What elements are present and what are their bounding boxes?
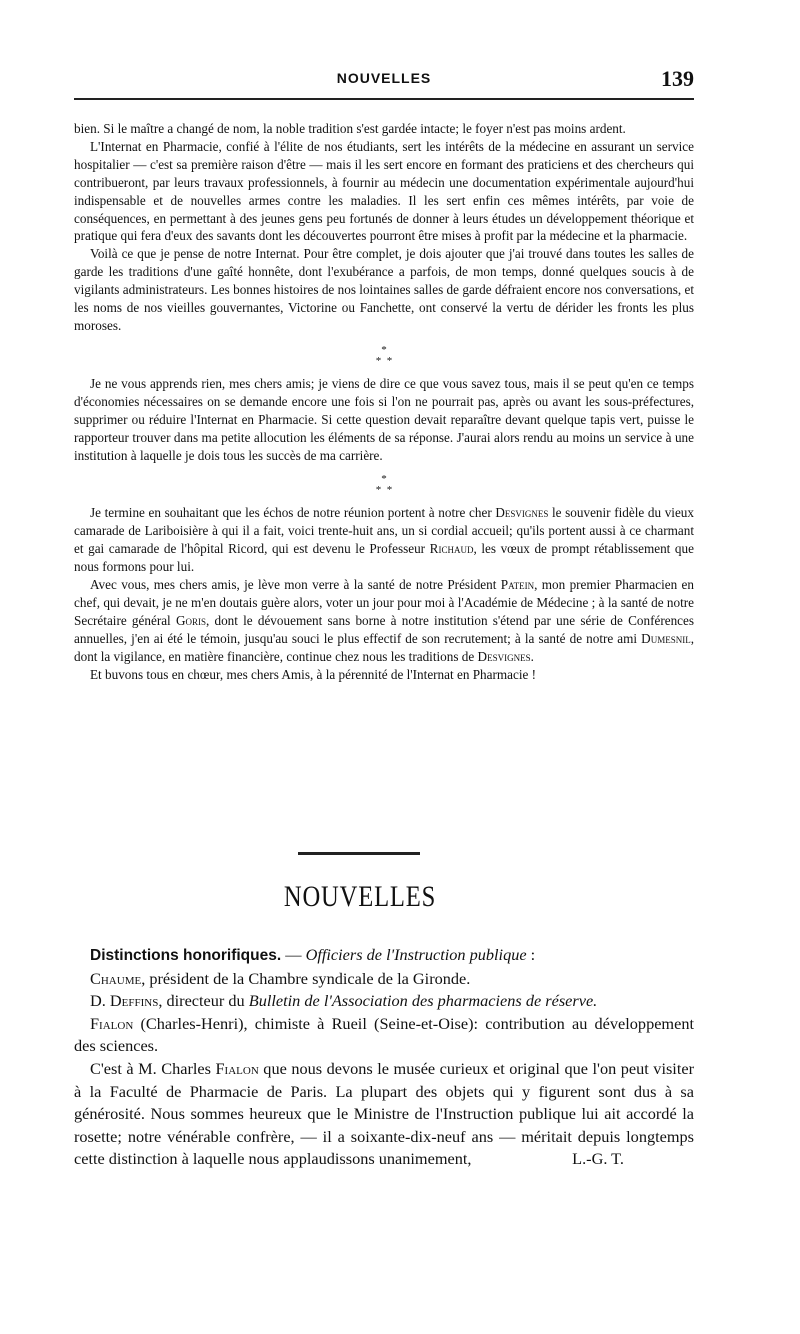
person-name: Dumesnil	[641, 630, 691, 646]
news-entry-2: D. Deffins, directeur du Bulletin de l'Association des pharmaciens de réserve.	[90, 991, 598, 1011]
news-entry-1: Chaume, président de la Chambre syndicale de la Gironde.	[90, 968, 471, 988]
person-name: Chaume	[90, 968, 142, 988]
person-name: D. Deffins	[90, 991, 159, 1011]
person-name: Fialon	[90, 1013, 134, 1033]
paragraph-2: L'Internat en Pharmacie, confié à l'élite de nos étudiants, sert les intérêts de la médecine en assurant un service hospitalier — c'est sa première raison d'être — mais il les sert encore en formant des praticiens et des chercheurs qui contribueront, par leurs travaux professionnels, à fournir au médecin une documentation expérimentale aujourd'hui indispensable et de nouvelles armes contre les maladies. Il les sert enfin ces mêmes intérêts, par voie de conséquences, en permettant à des jeunes gens peu fortunés de donner à leurs études un développement théorique et pratique qui fera d'eux des savants dont les découvertes pourront être mises à profit par la médecine et la pharmacie.	[74, 138, 694, 244]
news-entry-3: Fialon (Charles-Henri), chimiste à Rueil (Seine-et-Oise): contribution au développement des sciences.	[74, 1013, 694, 1056]
section-break-stars: * * *	[375, 343, 393, 367]
header-rule	[74, 98, 694, 100]
section-break-stars-2: * * *	[375, 473, 393, 497]
running-title: NOUVELLES	[336, 70, 432, 86]
person-name: Patein	[500, 577, 535, 593]
article-body	[74, 120, 694, 683]
paragraph-1: bien. Si le maître a changé de nom, la noble tradition s'est gardée intacte; le foyer n'est pas moins ardent.	[74, 121, 626, 136]
news-body	[74, 944, 694, 1171]
person-name: Desvignes	[495, 505, 549, 521]
section-title: NOUVELLES	[283, 880, 437, 913]
running-head	[74, 66, 694, 94]
signature: L.-G. T.	[572, 1149, 624, 1169]
section-rule	[298, 852, 420, 855]
person-name: Fialon	[215, 1058, 259, 1078]
page-number: 139	[661, 66, 694, 91]
paragraph-6: Avec vous, mes chers amis, je lève mon verre à la santé de notre Président Patein, mon premier Pharmacien en chef, qui devait, je ne m'en doutais guère alors, voter un jour pour moi à l'Académie de Médecine ; à la santé de notre Secrétaire général Goris, dont le dévouement sans borne à notre institution s'étend par une série de Conférences annuelles, j'en ai été le témoin, jusqu'au souci le plus effectif de son recrutement; à la santé de notre ami Dumesnil, dont la vigilance, en matière financière, continue chez nous les traditions de Desvignes.	[74, 577, 694, 664]
person-name: Richaud	[429, 541, 474, 557]
person-name: Goris	[175, 612, 206, 628]
news-entry-4: C'est à M. Charles Fialon que nous devons le musée curieux et original que l'on peut visiter à la Faculté de Pharmacie de Paris. La plupart des objets qui y figurent sont dus à sa générosité. Nous sommes heureux que le Ministre de l'Instruction publique lui ait accordé la rosette; notre vénérable confrère, — il a soixante-dix-neuf ans — méritait depuis longtemps cette distinction à laquelle nous applaudissons unanimement, L.-G. T.	[74, 1058, 694, 1171]
paragraph-3: Voilà ce que je pense de notre Internat. Pour être complet, je dois ajouter que j'ai trouvé dans toutes les salles de garde les traditions d'une gaîté honnête, dont l'exubérance a parfois, de mon temps, donné quelques soucis à de vigilants administrateurs. Les bonnes histoires de nos lointaines salles de garde défraient encore nos conversations, et les noms de nos vieilles gouvernantes, Victorine ou Fanchette, ont conservé la vertu de dérider les fronts les plus moroses.	[74, 246, 694, 333]
person-name: Desvignes	[477, 648, 531, 664]
paragraph-7: Et buvons tous en chœur, mes chers Amis, à la pérennité de l'Internat en Pharmacie !	[90, 666, 537, 682]
news-lead: Distinctions honorifiques. — Officiers de l'Instruction publique :	[90, 945, 536, 964]
paragraph-5: Je termine en souhaitant que les échos de notre réunion portent à notre cher Desvignes le souvenir fidèle du vieux camarade de Lariboisière à qui il a fait, voici trente-huit ans, un si cordial accueil; qu'ils portent aussi à ce charmant et gai camarade de l'hôpital Ricord, qui est devenu le Professeur Richaud, les vœux de prompt rétablissement que nous formons pour lui.	[74, 505, 694, 575]
paragraph-4: Je ne vous apprends rien, mes chers amis; je viens de dire ce que vous savez tous, mais il se peut qu'en ce temps d'économies nécessaires on se demande encore une fois si l'on ne pourrait pas, après ou avant les sous-préfectures, supprimer ou réduire l'Internat en Pharmacie. Si cette question devait reparaître devant quelque tapis vert, puisse le rapporteur trouver dans ma petite allocution les éléments de sa réponse. J'aurai alors rendu au moins un service à une institution à laquelle je dois tous les succès de ma carrière.	[74, 375, 694, 463]
